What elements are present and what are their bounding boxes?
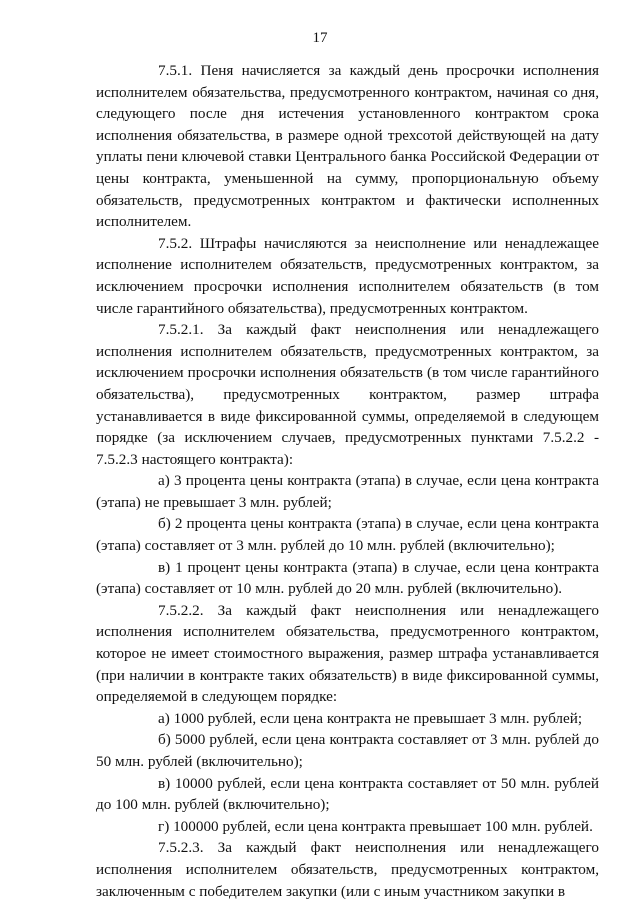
list-item-v: в) 1 процент цены контракта (этапа) в случае, если цена контракта (этапа) составляет от 10 млн. рублей до 20 млн. рублей (включительно). [96,558,599,598]
paragraph-7-5-2: 7.5.2. Штрафы начисляются за неисполнение или ненадлежащее исполнение исполнителем обязательств, предусмотренных контрактом, за исключением просрочки исполнения исполнителем обязательств (в том числе гарантийного обязательства), предусмотренных контрактом. [96,234,599,317]
page-number: 17 [312,30,328,46]
list-item-g: г) 100000 рублей, если цена контракта превышает 100 млн. рублей. [158,817,593,835]
list-item-a: а) 3 процента цены контракта (этапа) в случае, если цена контракта (этапа) не превышает 3 млн. рублей; [96,472,599,511]
paragraph-7-5-2-1: 7.5.2.1. За каждый факт неисполнения или ненадлежащего исполнения исполнителем обязательств, предусмотренных контрактом, за исключением просрочки исполнения обязательств (в том числе гарантийного обязательства), предусмотренных контрактом, размер штрафа устанавливается в виде фиксированной суммы, определяемой в следующем порядке (за исключением случаев, предусмотренных пунктами 7.5.2.2 - 7.5.2.3 настоящего контракта): [96,321,599,468]
list-item-b: б) 2 процента цены контракта (этапа) в случае, если цена контракта (этапа) составляет от 3 млн. рублей до 10 млн. рублей (включительно); [96,515,599,555]
list-item-b: б) 5000 рублей, если цена контракта составляет от 3 млн. рублей до 50 млн. рублей (включительно); [96,731,599,770]
paragraph-7-5-2-2: 7.5.2.2. За каждый факт неисполнения или ненадлежащего исполнения исполнителем обязательства, предусмотренного контрактом, которое не имеет стоимостного выражения, размер штрафа устанавливается (при наличии в контракте таких обязательств) в виде фиксированной суммы, определяемой в следующем порядке: [96,601,599,706]
list-item-a: а) 1000 рублей, если цена контракта не превышает 3 млн. рублей; [158,709,583,727]
document-body [96,60,599,902]
list-item-v: в) 10000 рублей, если цена контракта составляет от 50 млн. рублей до 100 млн. рублей (включительно); [96,774,599,814]
paragraph-7-5-2-3: 7.5.2.3. За каждый факт неисполнения или ненадлежащего исполнения исполнителем обязательств, предусмотренных контрактом, заключенным с победителем закупки (или с иным участником закупки в [96,839,599,900]
paragraph-7-5-1: 7.5.1. Пеня начисляется за каждый день просрочки исполнения исполнителем обязательства, предусмотренного контрактом, начиная со дня, следующего после дня истечения установленного контрактом срока исполнения обязательства, в размере одной трехсотой действующей на дату уплаты пени ключевой ставки Центрального банка Российской Федерации от цены контракта, уменьшенной на сумму, пропорциональную объему обязательств, предусмотренных контрактом и фактически исполненных исполнителем. [96,62,599,231]
